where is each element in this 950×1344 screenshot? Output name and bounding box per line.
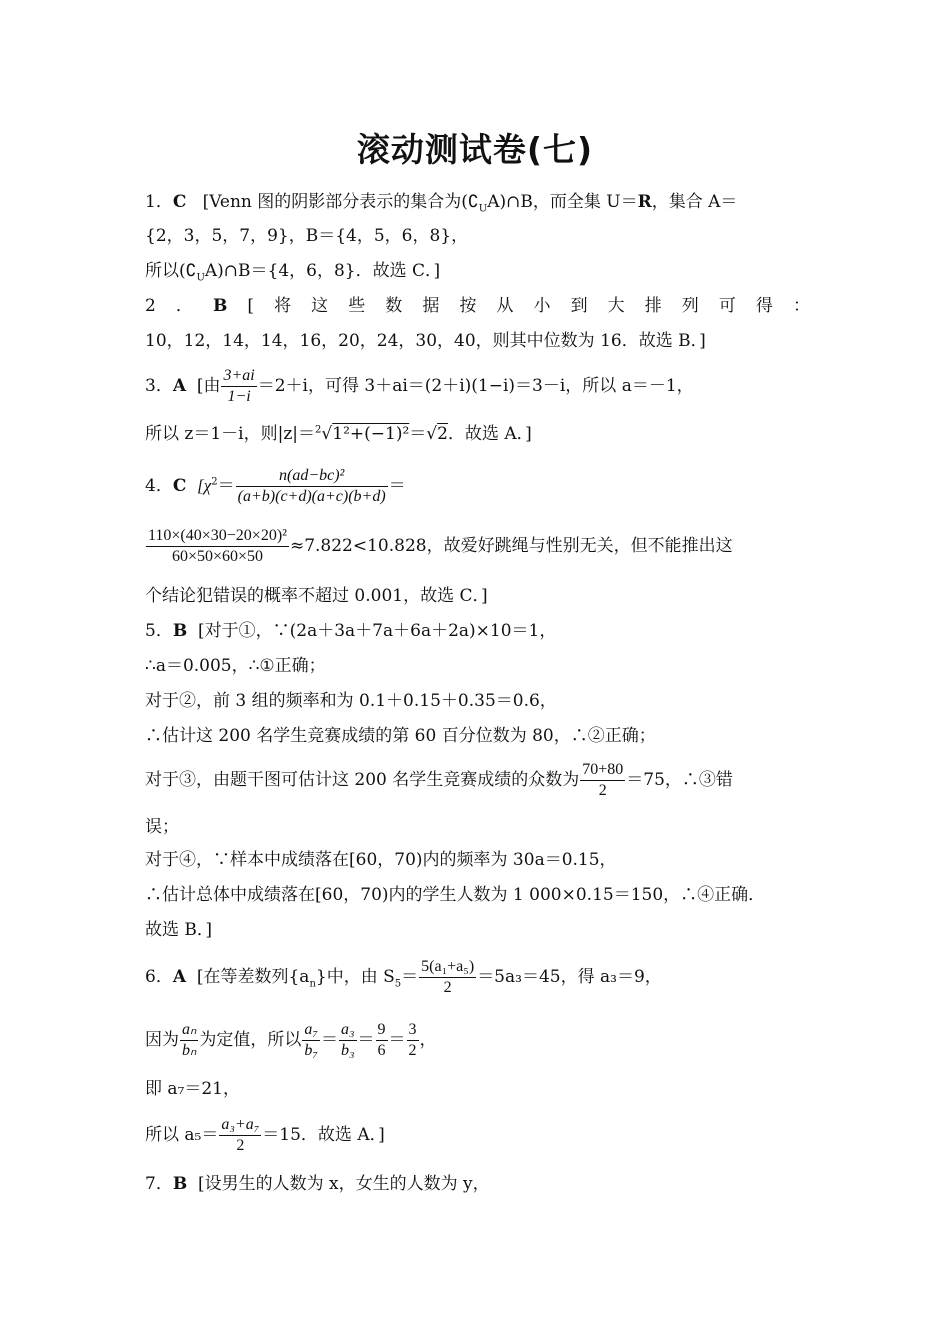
q4-line2: $\frac{\text{110×(40×30−20×20)²}}{60\times 50\times 60\times 50}$ ≈7.822<10.828，故爱好跳绳与性别无关，但不能推出这 [148,527,733,565]
q6-line4: 所以 a₅＝ $\frac{\text{a₃+a₇}}{2}$ ＝15．故选 A．] [145,1116,385,1154]
radical-sign: √ [321,424,333,444]
q5-line2: ∴a＝0.005，∴①正确； [145,656,326,676]
q3-line2: 所以 z＝1－i，则|z|＝$^2$√1²+(−1)²＝√2．故选 A．] [145,424,532,444]
q4-chi-formula: $\frac{\text{n(ad−bc)²}}{(a+b)(c+d)(a+c)(b+d)}$ [237,467,386,505]
q5-line4: ∴估计这 200 名学生竞赛成绩的第 60 百分位数为 80，∴②正确； [145,726,656,746]
q2-line2: 10，12，14，14，16，20，24，30，40，则其中位数为 16．故选 B．] [145,331,706,351]
q6-ratio-3: $\frac{\text{a₃}}{\text{b₃}}$ [340,1021,355,1059]
q7-answer: B [172,1174,188,1194]
q5-line8: ∴估计总体中成绩落在[60，70)内的学生人数为 1 000×0.15＝150，∴④正确． [145,885,766,905]
q6-line3: 即 a₇＝21， [145,1079,240,1099]
q5-answer: B [172,621,188,641]
q4-answer: C [172,476,187,496]
q5-line3: 对于②，前 3 组的频率和为 0.1＋0.15＋0.35＝0.6， [145,691,557,711]
q7-line1: 7．B [设男生的人数为 x，女生的人数为 y， [145,1174,490,1194]
q5-line6: 误； [145,817,179,837]
q3-fraction: $\frac{3+ai}{1-i}$ [223,367,255,405]
q4-line1: 4．C [$\chi^2=$ $\frac{\text{n(ad−bc)²}}{(a+b)(c+d)(a+c)(b+d)}$ ＝ [145,467,406,505]
q6-sum-fraction: $\frac{\text{5(a₁+a₅)}}{2}$ [421,958,475,996]
q5-line1: 5．B [对于①，∵(2a＋3a＋7a＋6a＋2a)×10＝1， [145,621,557,641]
q6-a5-fraction: $\frac{\text{a₃+a₇}}{2}$ [221,1116,260,1154]
q6-ratio-5: $\frac{3}{2}$ [408,1021,417,1059]
q5-line5: 对于③，由题干图可估计这 200 名学生竞赛成绩的众数为 $\frac{70+80}{2}$ ＝75，∴③错 [145,761,733,799]
q1-answer: C [172,192,187,212]
q6-line2: 因为 $\frac{\text{aₙ}}{\text{bₙ}}$ 为定值，所以 $\frac{\text{a₇}}{\text{b₇}}$ ＝ $\frac{\text{a₃}}{\text{b₃}}$ ＝ $\frac{9}{6}$ ＝ $\frac{3}{2}$ ， [145,1021,437,1059]
q2-line1: 2 ． B [ 将 这 些 数 据 按 从 小 到 大 排 列 可 得 ： [145,296,810,316]
q3-answer: A [172,376,187,396]
q6-ratio-2: $\frac{\text{a₇}}{\text{b₇}}$ [304,1021,318,1059]
q2-answer: B [212,296,228,316]
q5-line9: 故选 B．] [145,920,213,940]
q4-chi-value: $\frac{\text{110×(40×30−20×20)²}}{60\times 50\times 60\times 50}$ [148,527,287,565]
q1-line3: 所以$(∁_UA)\cap B=\{4$，6，8}．故选 C．] [145,261,441,284]
q3-line1: 3．A [由 $\frac{3+ai}{1-i}$ ＝2＋i，可得 3＋ai＝(2＋i)(1−i)＝3－i，所以 a＝－1， [145,367,694,405]
q4-line3: 个结论犯错误的概率不超过 0.001，故选 C．] [145,586,488,606]
q6-line1: 6．A [在等差数列$\{a_n\}$中，由 $S_5=$ $\frac{\text{5(a₁+a₅)}}{2}$ ＝5a₃＝45，得 a₃＝9， [145,958,662,996]
page-title: 滚动测试卷(七) [356,130,594,169]
q6-answer: A [172,967,187,987]
q5-mode-fraction: $\frac{70+80}{2}$ [582,761,624,799]
q6-ratio-4: $\frac{9}{6}$ [377,1021,386,1059]
q1-line2: {2，3，5，7，9}，B＝{4，5，6，8}， [145,226,469,246]
q5-line7: 对于④，∵样本中成绩落在[60，70)内的频率为 30a＝0.15， [145,850,617,870]
radical-sign-2: √ [426,424,438,444]
q6-ratio-1: $\frac{\text{aₙ}}{\text{bₙ}}$ [182,1021,197,1059]
q1-line1: 1．C [Venn 图的阴影部分表示的集合为$(∁_UA)\cap B$，而全集 U＝R，集合 A＝ [145,192,738,215]
